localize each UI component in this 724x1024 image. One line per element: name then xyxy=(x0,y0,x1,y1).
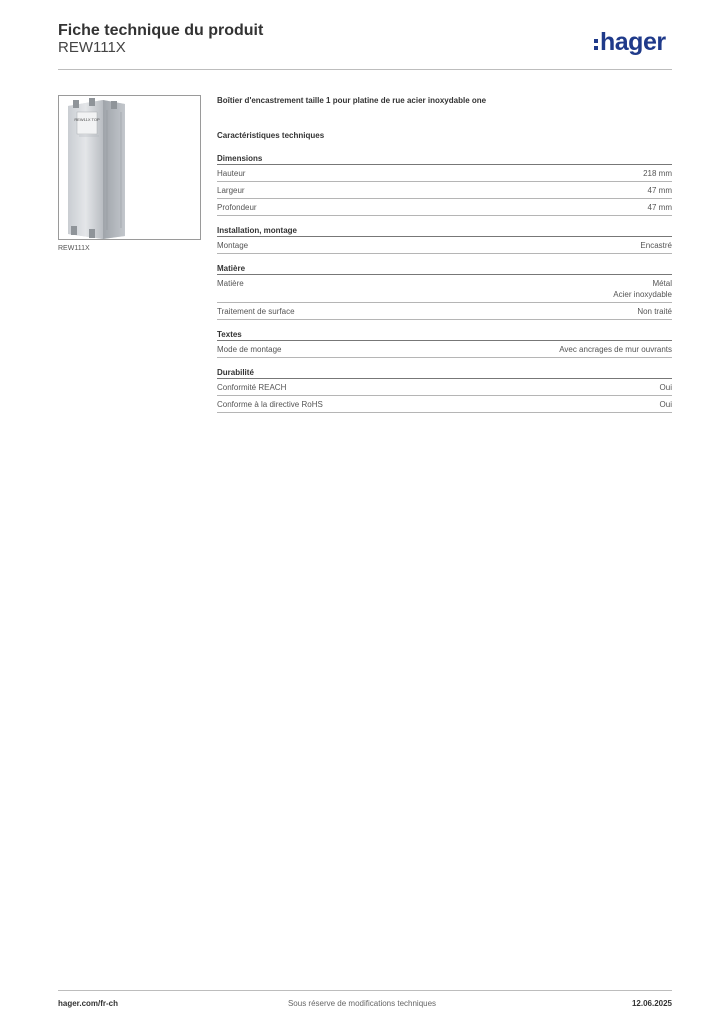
spec-label: Conformité REACH xyxy=(217,383,287,392)
spec-value xyxy=(643,168,672,179)
spec-value xyxy=(648,185,672,196)
product-reference: REW111X xyxy=(58,39,126,56)
spec-label: Hauteur xyxy=(217,169,246,178)
logo-text: hager xyxy=(600,27,666,56)
spec-row xyxy=(217,165,672,182)
spec-value-line: Non traité xyxy=(637,307,672,316)
spec-group xyxy=(217,226,672,254)
spec-row xyxy=(217,199,672,216)
footer-disclaimer: Sous réserve de modifications techniques xyxy=(287,999,437,1008)
spec-row xyxy=(217,303,672,320)
spec-label: Traitement de surface xyxy=(217,307,295,316)
spec-heading: Caractéristiques techniques xyxy=(217,131,325,140)
spec-value xyxy=(613,278,672,300)
spec-row xyxy=(217,237,672,254)
spec-value xyxy=(640,240,672,251)
spec-label: Mode de montage xyxy=(217,345,282,354)
spec-label: Montage xyxy=(217,241,249,250)
spec-row xyxy=(217,396,672,413)
spec-group-title: Textes xyxy=(217,330,672,341)
spec-label: Profondeur xyxy=(217,203,257,212)
spec-group-title: Durabilité xyxy=(217,368,672,379)
spec-group-title: Dimensions xyxy=(217,154,672,165)
spec-label: Conforme à la directive RoHS xyxy=(217,400,323,409)
spec-group-title: Installation, montage xyxy=(217,226,672,237)
spec-groups xyxy=(217,154,672,413)
product-image-caption: REW111X xyxy=(58,245,90,252)
spec-value-line: Encastré xyxy=(640,241,672,250)
product-image-label: REW11X TOP xyxy=(74,117,100,122)
footer-date: 12.06.2025 xyxy=(631,999,672,1008)
spec-row xyxy=(217,182,672,199)
hager-logo xyxy=(594,26,666,58)
footer-divider xyxy=(58,990,672,991)
spec-group-title: Matière xyxy=(217,264,672,275)
spec-value xyxy=(559,344,672,355)
spec-value xyxy=(660,382,672,393)
spec-label: Matière xyxy=(217,279,244,288)
spec-value-line: Acier inoxydable xyxy=(613,290,672,299)
spec-row xyxy=(217,379,672,396)
spec-row xyxy=(217,341,672,358)
spec-label: Largeur xyxy=(217,186,245,195)
spec-value-line: Avec ancrages de mur ouvrants xyxy=(559,345,672,354)
spec-value-line: Métal xyxy=(652,279,672,288)
product-description: Boîtier d'encastrement taille 1 pour platine de rue acier inoxydable one xyxy=(217,96,487,105)
spec-group xyxy=(217,264,672,320)
spec-value-line: 47 mm xyxy=(647,203,672,212)
page-title: Fiche technique du produit xyxy=(58,22,264,39)
spec-sheet xyxy=(217,96,672,423)
header-divider xyxy=(58,69,672,70)
spec-group xyxy=(217,368,672,413)
spec-value xyxy=(648,202,672,213)
spec-row xyxy=(217,275,672,303)
spec-value-line: Oui xyxy=(659,400,672,409)
product-image xyxy=(58,95,201,240)
spec-value-line: Oui xyxy=(659,383,672,392)
spec-group xyxy=(217,154,672,216)
footer-website: hager.com/fr-ch xyxy=(58,999,119,1008)
product-box-illustration xyxy=(59,96,200,239)
spec-value-line: 47 mm xyxy=(647,186,672,195)
spec-group xyxy=(217,330,672,358)
logo-dots-icon xyxy=(594,39,598,50)
spec-value xyxy=(660,399,672,410)
spec-value xyxy=(637,306,672,317)
spec-value-line: 218 mm xyxy=(643,169,672,178)
